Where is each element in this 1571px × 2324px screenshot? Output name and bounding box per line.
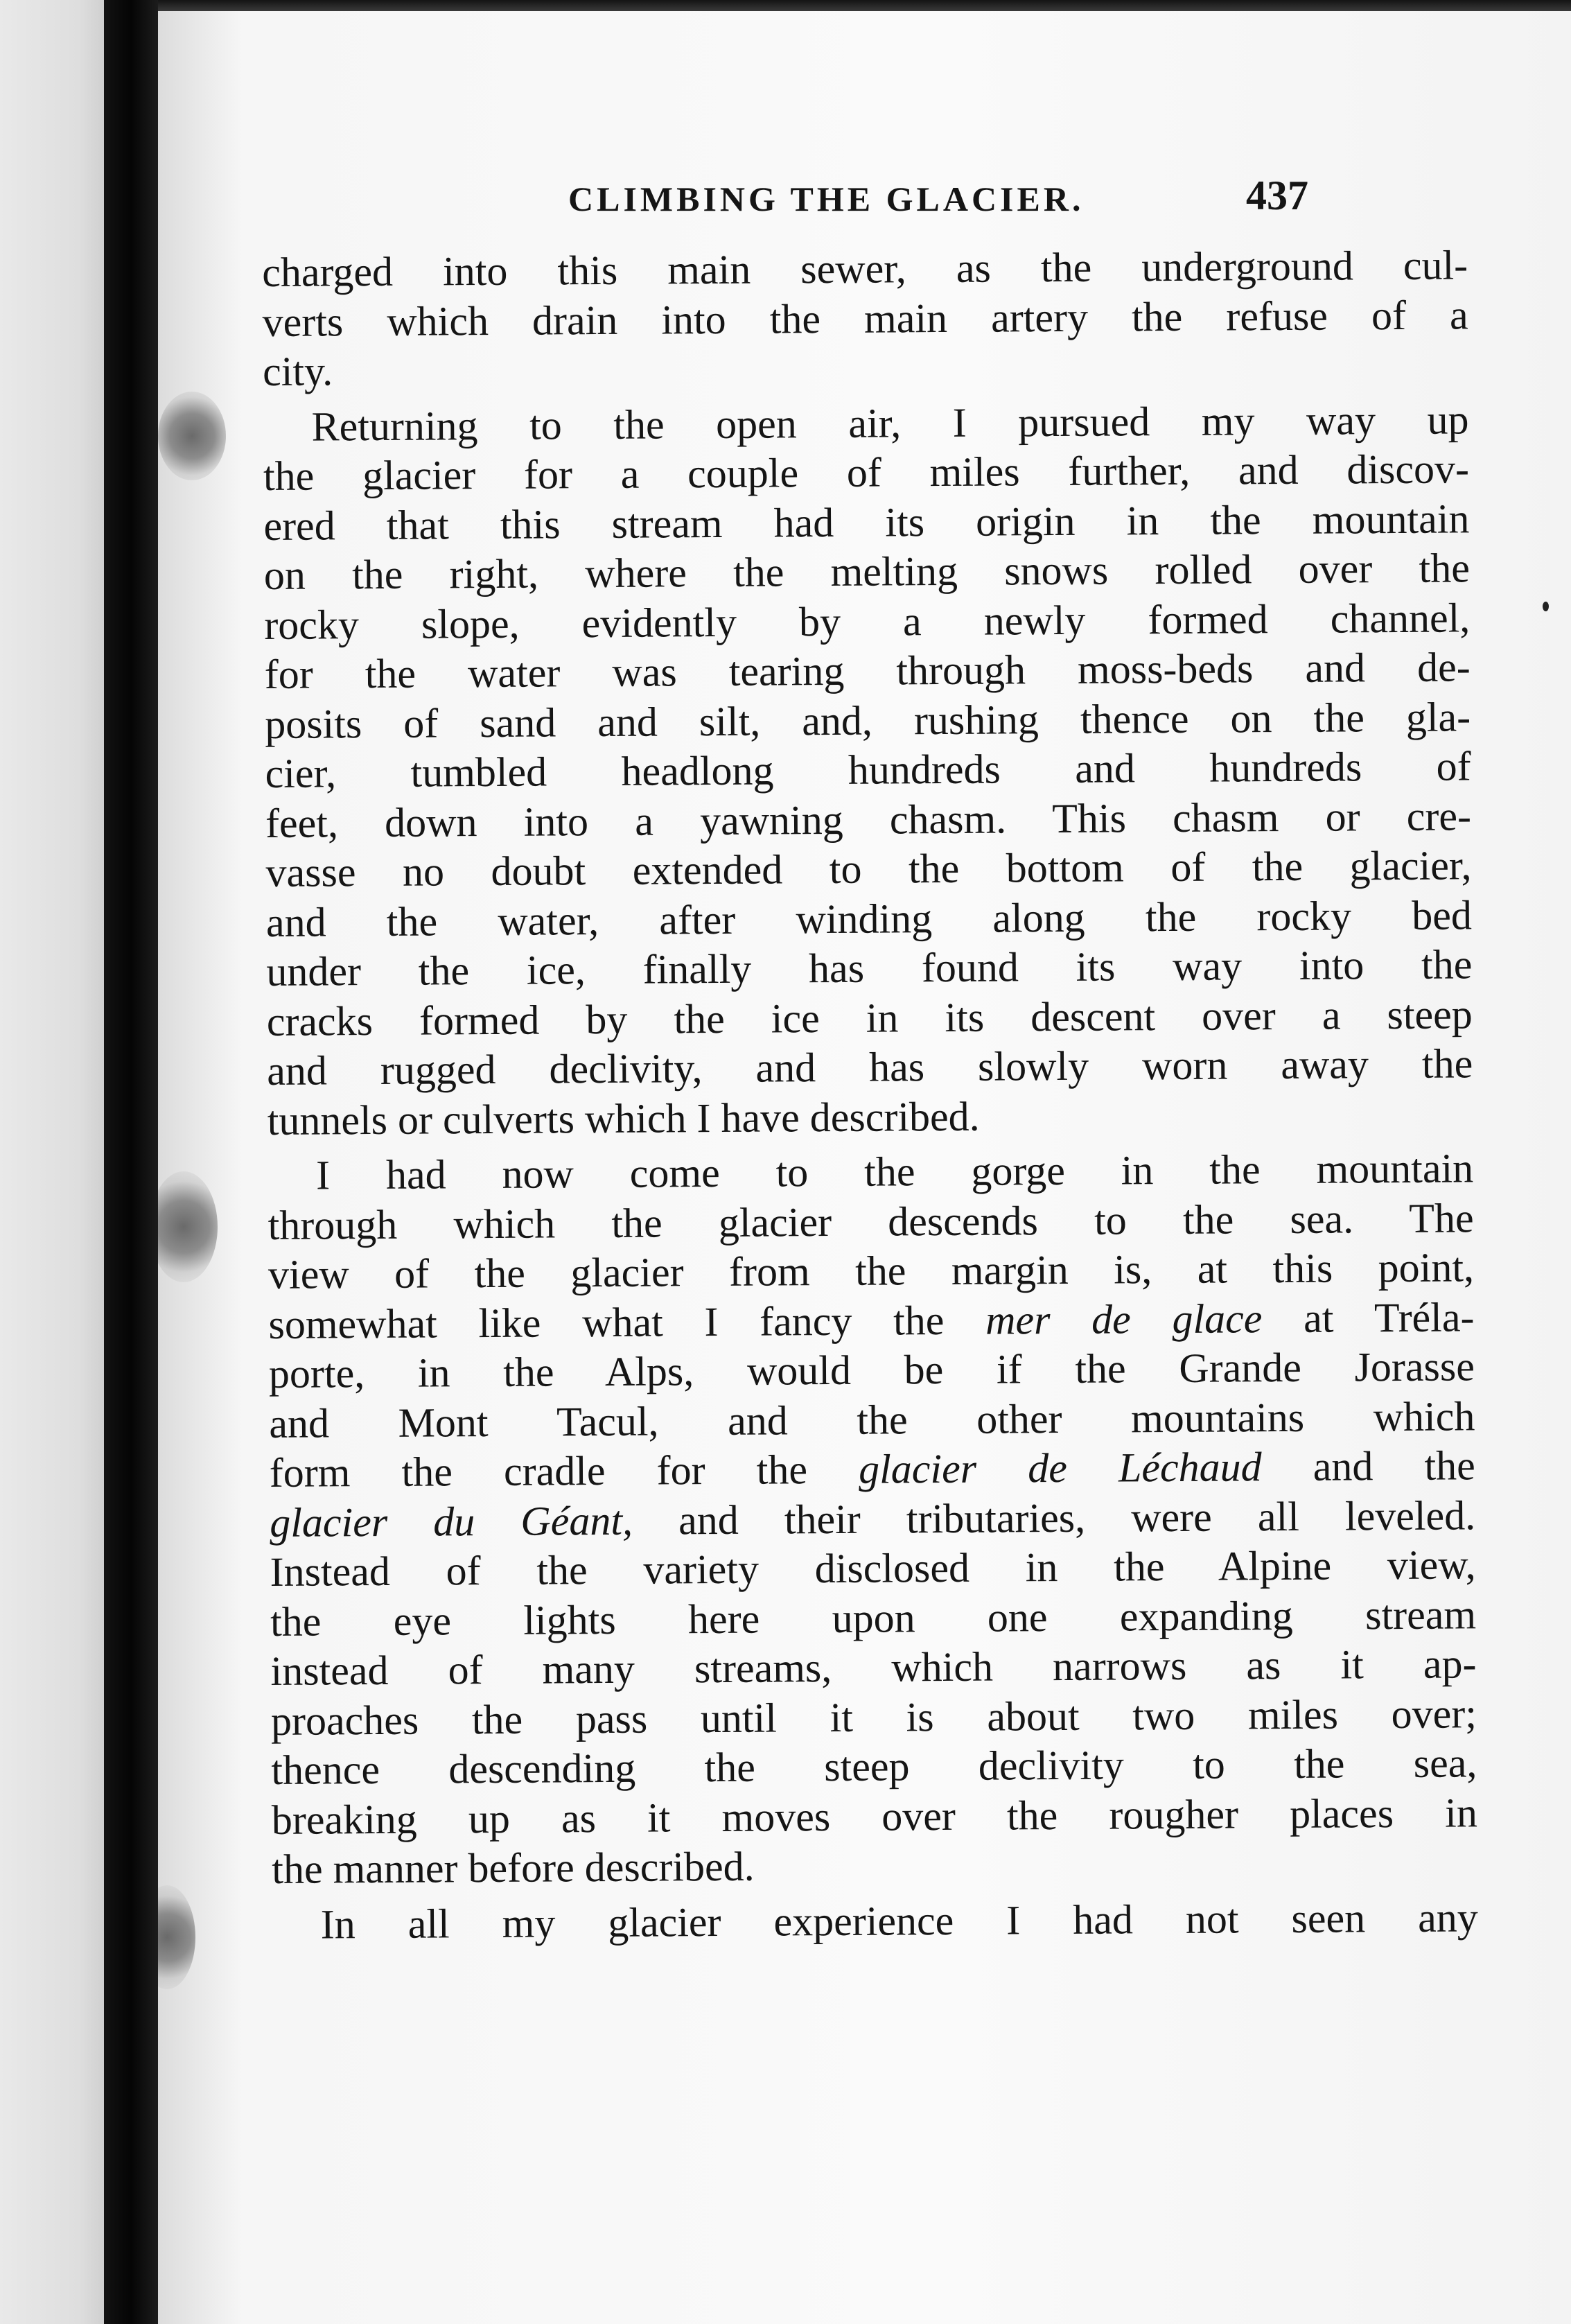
text-run: form the cradle for the <box>269 1446 859 1496</box>
text-line: and Mont Tacul, and the other mountains which <box>269 1392 1475 1447</box>
binding-hole-middle <box>158 1171 218 1282</box>
text-line-with-italic <box>268 1293 1474 1349</box>
page-top-edge <box>158 0 1571 11</box>
text-line: thence descending the steep declivity to the sea, <box>271 1740 1477 1793</box>
text-line: the glacier for a couple of miles further, and discov- <box>263 446 1470 499</box>
text-line: breaking up as it moves over the rougher places in <box>271 1789 1478 1843</box>
text-run: at Tréla- <box>1262 1293 1475 1341</box>
text-line: the eye lights here upon one expanding stream <box>270 1591 1477 1645</box>
text-line: city. <box>262 348 333 394</box>
ink-speck <box>1543 602 1549 611</box>
text-line: vasse no doubt extended to the bottom of the glacier, <box>265 842 1472 895</box>
text-line-with-italic <box>270 1491 1475 1548</box>
text-line: the manner before described. <box>272 1843 755 1892</box>
text-line: cracks formed by the ice in its descent over a steep <box>266 990 1473 1045</box>
text-line: Returning to the open air, I pursued my way up <box>311 396 1469 450</box>
text-line: ered that this stream had its origin in the mountain <box>263 495 1470 549</box>
text-line: cier, tumbled headlong hundreds and hundreds of <box>265 743 1471 796</box>
binding-hole-top <box>158 392 226 480</box>
page-number: 437 <box>1246 173 1308 218</box>
text-line: instead of many streams, which narrows as it ap- <box>270 1641 1477 1694</box>
text-line: posits of sand and silt, and, rushing thence on the gla- <box>264 693 1471 747</box>
running-title: CLIMBING THE GLACIER. <box>568 180 1085 218</box>
text-line: tunnels or culverts which I have described. <box>267 1093 980 1144</box>
text-line: proaches the pass until it is about two miles over; <box>270 1690 1477 1744</box>
binding-hole-bottom <box>158 1885 195 1989</box>
body-text <box>262 241 1478 1950</box>
text-line: I had now come to the gorge in the mountain <box>315 1145 1474 1198</box>
text-line: and rugged declivity, and has slowly worn away the <box>267 1040 1473 1094</box>
italic-phrase: glacier de Léchaud <box>858 1444 1262 1492</box>
text-run: and the <box>1261 1442 1475 1490</box>
text-line: verts which drain into the main artery the refuse of a <box>262 291 1468 345</box>
text-line: charged into this main sewer, as the underground cul- <box>262 242 1468 295</box>
paragraph-3 <box>267 1144 1478 1894</box>
text-run: and their tributaries, were all leveled. <box>632 1492 1476 1544</box>
text-run: somewhat like what I fancy the <box>268 1297 986 1347</box>
paragraph-4 <box>272 1893 1478 1950</box>
paragraph-2 <box>263 395 1473 1146</box>
text-line: Instead of the variety disclosed in the Alpine view, <box>270 1541 1476 1595</box>
text-line: for the water was tearing through moss-beds and de- <box>264 644 1471 697</box>
text-line-with-italic <box>270 1441 1475 1498</box>
book-page <box>158 0 1571 2324</box>
text-line: rocky slope, evidently by a newly formed channel, <box>264 594 1471 648</box>
paragraph-1 <box>262 241 1468 396</box>
text-line: In all my glacier experience I had not seen any <box>320 1894 1478 1948</box>
italic-phrase: mer de glace <box>985 1295 1263 1343</box>
text-line: feet, down into a yawning chasm. This chasm or cre- <box>265 792 1472 846</box>
book-spine <box>104 0 158 2324</box>
text-line: view of the glacier from the margin is, at this point, <box>267 1244 1475 1298</box>
italic-phrase: glacier du Géant, <box>270 1497 633 1546</box>
text-line: porte, in the Alps, would be if the Grande Jorasse <box>268 1343 1475 1397</box>
text-line: on the right, where the melting snows rolled over the <box>263 545 1471 598</box>
facing-page-margin <box>0 0 105 2324</box>
text-line: under the ice, finally has found its way into the <box>266 941 1473 995</box>
text-line: through which the glacier descends to the sea. The <box>267 1194 1474 1248</box>
text-line: and the water, after winding along the rocky bed <box>265 891 1473 945</box>
